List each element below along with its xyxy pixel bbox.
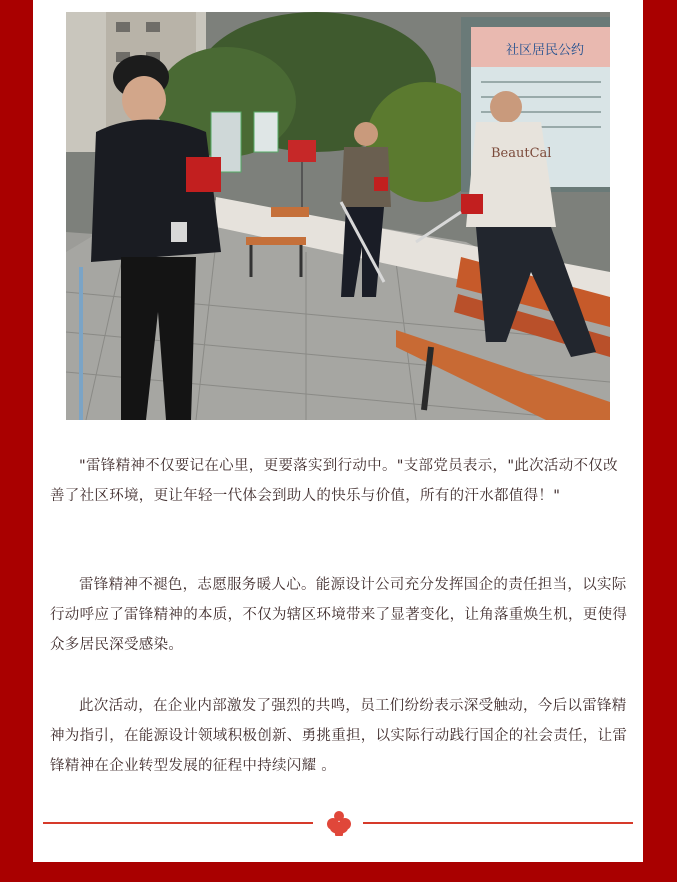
volunteer-photo (66, 12, 610, 420)
article-paragraph-3: 此次活动，在企业内部激发了强烈的共鸣，员工们纷纷表示深受触动，今后以雷锋精神为指引，在能源设计领域积极创新、勇挑重担，以实际行动践行国企的社会责任，让雷锋精神在企业转型发展的征程中持续闪耀 。 (50, 698, 628, 774)
article-card (33, 0, 643, 862)
article-paragraph-2: 雷锋精神不褪色，志愿服务暖人心。能源设计公司充分发挥国企的责任担当，以实际行动呼应了雷锋精神的本质，不仅为辖区环境带来了显著变化，让角落重焕生机，更使得众多居民深受感染。 (50, 577, 628, 653)
jacket-text: BeautCal (491, 146, 552, 161)
section-divider (43, 808, 633, 838)
divider-line-right (363, 822, 633, 824)
lantern-icon (324, 808, 354, 838)
article-paragraph-1: "雷锋精神不仅要记在心里，更要落实到行动中。"支部党员表示，"此次活动不仅改善了社区环境，更让年轻一代体会到助人的快乐与价值，所有的汗水都值得！" (50, 458, 618, 504)
board-sign: 社区居民公约 (506, 43, 585, 58)
divider-line-left (43, 822, 313, 824)
